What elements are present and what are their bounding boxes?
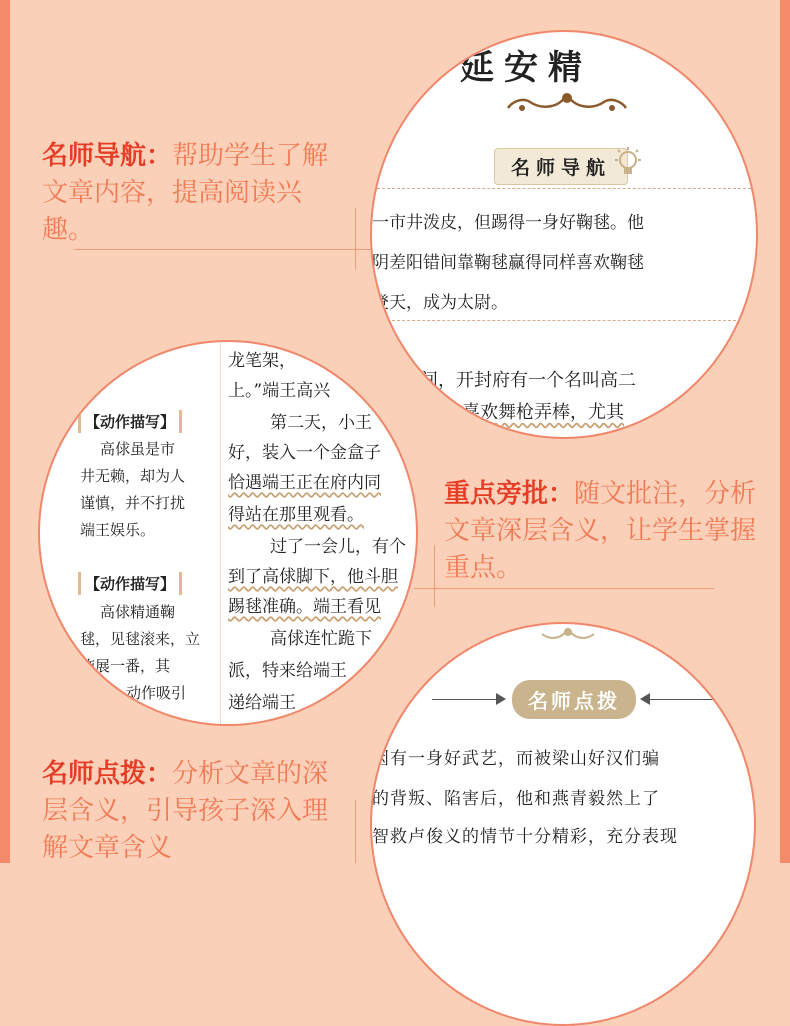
text-line: 恰遇端王正在府内同 [228,473,381,493]
feature-title: 名师导航： [42,141,173,171]
text-line: 第二天，小王 [270,413,372,433]
annotation-line: 高俅虽是市 [100,440,176,458]
feature-description: 随文批注，分析文章深层含义，让学生掌握重点。 [444,479,757,583]
connector-line [414,588,714,589]
text-line: 派，特来给端王 [228,661,347,681]
annotation-line: 高俅精通鞠 [100,603,176,621]
annotation-line: 施展一番，其 [80,657,171,675]
connector-tick [434,545,435,607]
left-arrow-line [432,699,504,700]
annotation-line: 毬，见毬滚来，立 [80,630,201,648]
divider [372,188,756,189]
connector-tick [355,208,356,270]
text-line: 好，装入一个金盒子 [228,443,381,463]
divider [372,320,756,321]
text-line: 过了一会儿，有个 [270,537,406,557]
feature-navigation [42,138,347,249]
feature-annotation [444,476,774,587]
text-line: 递给端王 [228,693,296,713]
connector-line [74,249,392,250]
annotation-line: 端王娱乐。 [80,521,156,539]
feature-guidance [42,756,347,867]
body-line: 喜欢舞枪弄棒，尤其 [462,402,624,423]
right-arrow-line [642,699,714,700]
section-badge: 名师导航 [494,148,628,185]
feature-title: 名师点拨： [42,759,173,789]
feature-title: 重点旁批： [444,479,575,509]
magnifier-annotation [38,340,418,726]
guide-line: 登天，成为太尉。 [372,293,508,313]
magnifier-guidance [370,622,756,1026]
text-line: 得站在那里观看。 [228,505,364,525]
guide-line: 一市井泼皮，但踢得一身好鞠毬。他 [372,213,644,233]
annotation-line: 动作吸引 [126,684,187,702]
text-line: 到了高俅脚下，他斗胆 [228,567,398,587]
right-border [780,0,790,863]
annotation-tag: 【动作描写】 [78,572,182,595]
text-line: 踢毬准确。端王看见 [228,597,381,617]
annotation-line: 谨慎，并不打扰 [80,494,186,512]
guide-line: 阴差阳错间靠鞠毬赢得同样喜欢鞠毬 [372,253,644,273]
flourish-ornament-icon [502,88,632,116]
chapter-heading: 延安精 [460,48,592,88]
guide-line: 智救卢俊义的情节十分精彩，充分表现 [372,827,678,847]
feature-description: 分析文章的深层含义，引导孩子深入理解文章含义 [42,759,329,863]
arrow-right-icon [496,693,506,705]
body-line: 期间，开封府有一个名叫高二 [402,370,636,391]
section-badge: 名师点拨 [512,680,636,719]
text-line: 龙笔架， [228,351,296,371]
guide-line: 因有一身好武艺，而被梁山好汉们骗 [372,749,660,769]
lightbulb-icon [614,146,642,180]
text-line: 上。”端王高兴 [228,381,331,401]
guide-line: 的背叛、陷害后，他和燕青毅然上了 [372,789,660,809]
flourish-ornament-icon [538,624,598,646]
connector-tick [355,800,356,863]
text-line: 高俅连忙跪下 [270,629,372,649]
annotation-tag: 【动作描写】 [78,410,182,433]
feature-description: 帮助学生了解文章内容，提高阅读兴趣。 [42,141,329,245]
magnifier-navigation [370,30,758,439]
annotation-line: 井无赖，却为人 [80,467,186,485]
left-border [0,0,10,863]
